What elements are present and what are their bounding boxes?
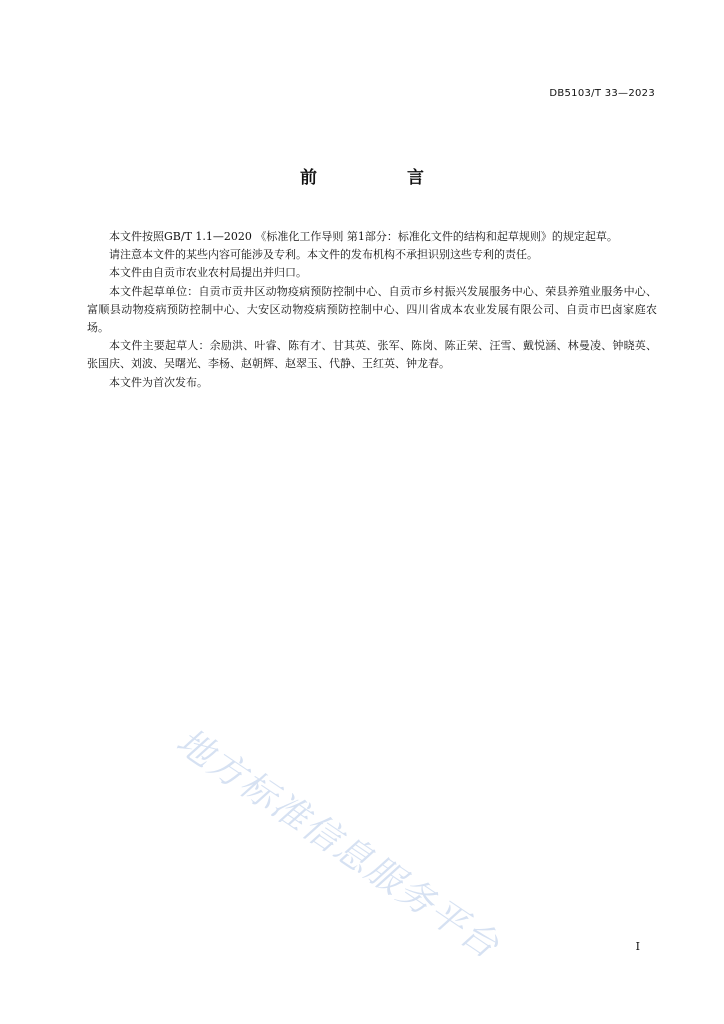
page-title: 前 言: [300, 168, 466, 188]
paragraph-drafting-rules: 本文件按照GB/T 1.1—2020 《标准化工作导则 第1部分：标准化文件的结构和起草规则》的规定起草。: [109, 230, 618, 243]
paragraph-proposer: 本文件由自贡市农业农村局提出并归口。: [109, 266, 307, 280]
paragraph-patent-notice: 请注意本文件的某些内容可能涉及专利。本文件的发布机构不承担识别这些专利的责任。: [109, 248, 538, 262]
paragraph-drafting-units: 本文件起草单位：自贡市贡井区动物疫病预防控制中心、自贡市乡村振兴发展服务中心、荣县养殖业服务中心、富顺县动物疫病预防控制中心、大安区动物疫病预防控制中心、四川省成本农业发展有限公司、自贡市巴卤家庭农场。: [87, 284, 657, 335]
paragraph-first-release: 本文件为首次发布。: [109, 375, 208, 389]
document-code: DB5103/T 33—2023: [549, 88, 655, 99]
foreword-body: [87, 228, 657, 392]
paragraph-drafters: 本文件主要起草人：余励洪、叶睿、陈有才、甘其英、张军、陈岗、陈正荣、汪雪、戴悦涵、林曼凌、钟晓英、张国庆、刘波、吴曙光、李杨、赵朝辉、赵翠玉、代静、王红英、钟龙春。: [87, 339, 657, 371]
page-number: I: [635, 940, 640, 953]
watermark: 地方标准信息服务平台: [168, 720, 507, 968]
